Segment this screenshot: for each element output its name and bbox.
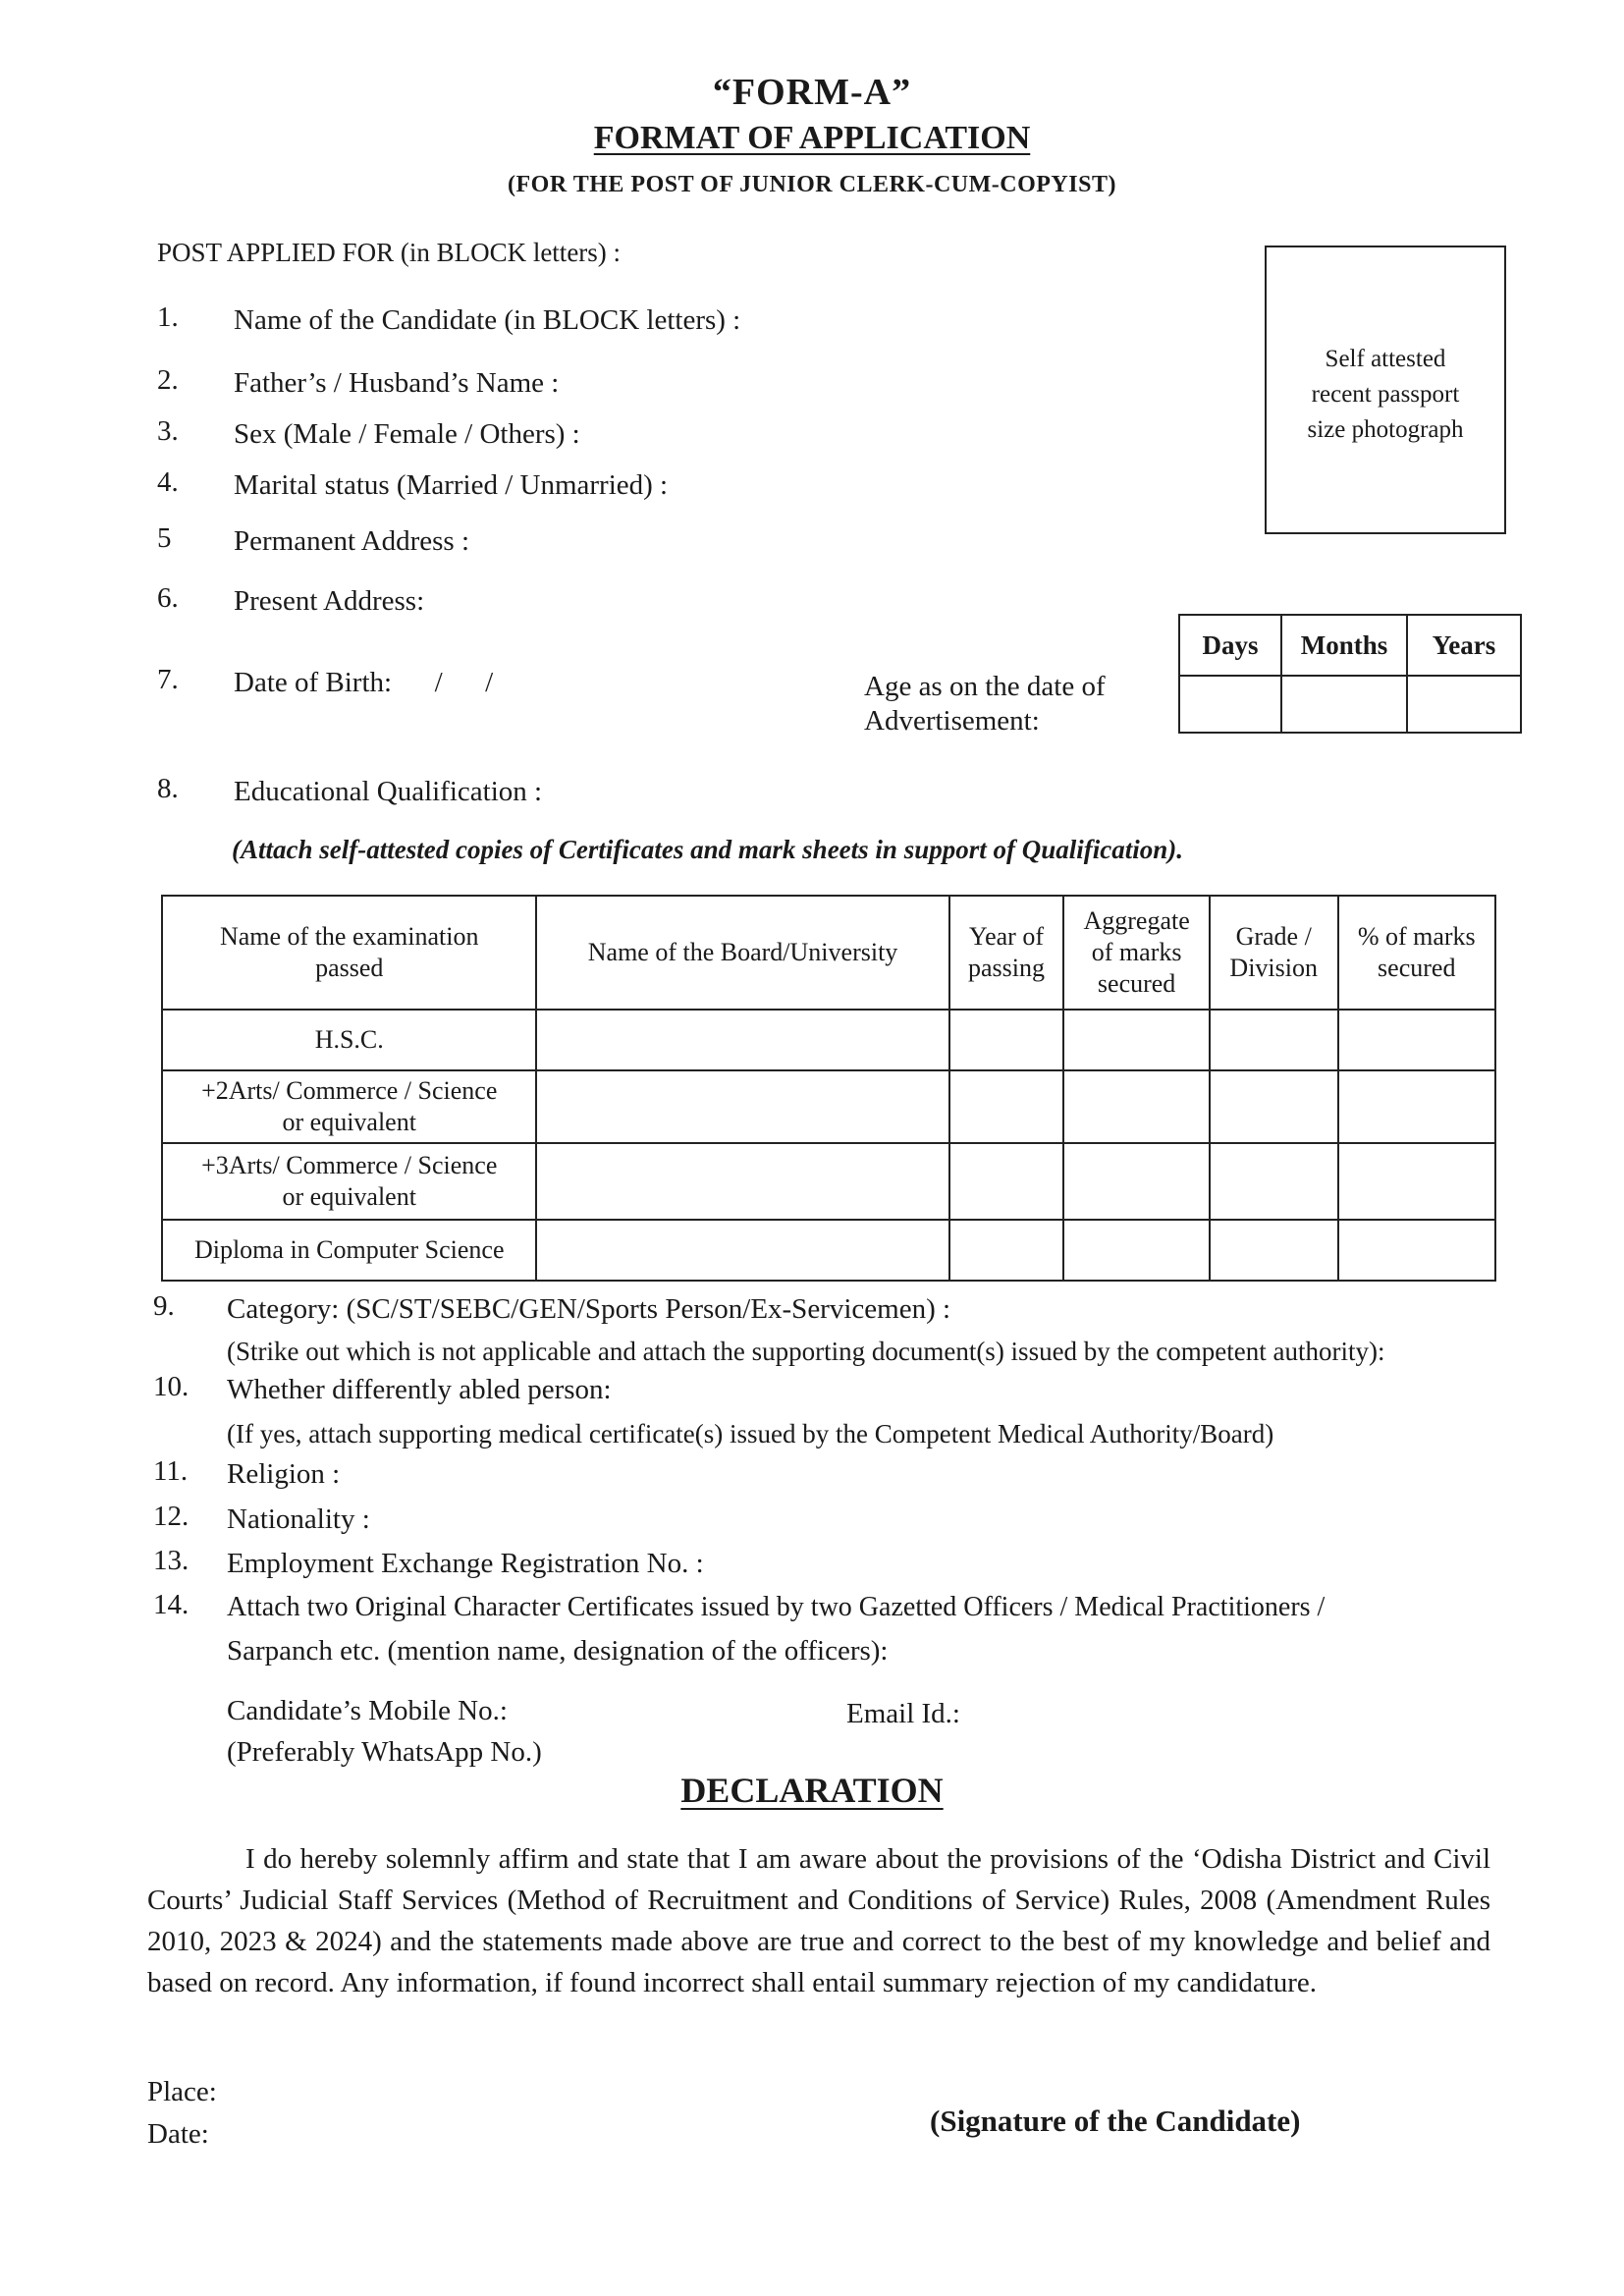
table-cell[interactable] xyxy=(536,1070,948,1143)
photo-box xyxy=(1265,246,1506,534)
table-row xyxy=(162,1143,1495,1220)
table-cell[interactable] xyxy=(1063,1070,1210,1143)
header-percent-marks: % of marks secured xyxy=(1338,896,1496,1010)
mobile-note: (Preferably WhatsApp No.) xyxy=(227,1736,542,1768)
field-candidate-name: Name of the Candidate (in BLOCK letters) : xyxy=(234,304,741,336)
photo-text-line1: Self attested xyxy=(1325,346,1446,372)
header-aggregate-marks: Aggregate of marks secured xyxy=(1063,896,1210,1010)
place-label: Place: xyxy=(147,2076,217,2107)
field-sex: Sex (Male / Female / Others) : xyxy=(234,418,580,450)
table-cell[interactable] xyxy=(536,1010,948,1070)
item-religion: Religion : xyxy=(227,1458,341,1490)
table-row xyxy=(162,1220,1495,1281)
header-grade-division: Grade / Division xyxy=(1210,896,1338,1010)
table-cell[interactable] xyxy=(1063,1010,1210,1070)
field-7-number: 7. xyxy=(157,664,179,695)
age-years-cell[interactable] xyxy=(1407,676,1521,733)
row-exam-name: +3Arts/ Commerce / Science or equivalent xyxy=(162,1143,536,1220)
email-label: Email Id.: xyxy=(846,1698,960,1729)
post-applied-for-label: POST APPLIED FOR (in BLOCK letters) : xyxy=(157,238,622,267)
table-row xyxy=(162,1070,1495,1143)
age-header-days: Days xyxy=(1179,615,1281,676)
table-cell[interactable] xyxy=(1338,1143,1496,1220)
table-cell[interactable] xyxy=(536,1143,948,1220)
item-12-number: 12. xyxy=(153,1501,189,1532)
table-cell[interactable] xyxy=(949,1070,1064,1143)
row-exam-name: Diploma in Computer Science xyxy=(162,1220,536,1281)
table-cell[interactable] xyxy=(1063,1143,1210,1220)
table-cell[interactable] xyxy=(536,1220,948,1281)
table-cell[interactable] xyxy=(1338,1010,1496,1070)
item-category-note: (Strike out which is not applicable and attach the supporting document(s) issued by the competent authority): xyxy=(227,1337,1385,1366)
photo-text-line3: size photograph xyxy=(1307,416,1464,443)
education-header-row xyxy=(162,896,1495,1010)
item-differently-abled: Whether differently abled person: xyxy=(227,1374,612,1405)
age-months-cell[interactable] xyxy=(1281,676,1407,733)
table-cell[interactable] xyxy=(1210,1220,1338,1281)
qualification-note: (Attach self-attested copies of Certificates and mark sheets in support of Qualification). xyxy=(232,835,1183,864)
field-marital-status: Marital status (Married / Unmarried) : xyxy=(234,469,669,501)
row-exam-name: +2Arts/ Commerce / Science or equivalent xyxy=(162,1070,536,1143)
field-8-number: 8. xyxy=(157,773,179,804)
age-label-line2: Advertisement: xyxy=(864,705,1040,737)
age-header-months: Months xyxy=(1281,615,1407,676)
table-cell[interactable] xyxy=(1210,1143,1338,1220)
format-title: FORMAT OF APPLICATION xyxy=(593,120,1031,156)
field-present-address: Present Address: xyxy=(234,585,425,617)
education-table xyxy=(161,895,1496,1282)
table-cell[interactable] xyxy=(949,1143,1064,1220)
header-board-university: Name of the Board/University xyxy=(536,896,948,1010)
item-13-number: 13. xyxy=(153,1545,189,1576)
signature-label: (Signature of the Candidate) xyxy=(930,2104,1301,2138)
declaration-title: DECLARATION xyxy=(680,1771,944,1810)
item-11-number: 11. xyxy=(153,1455,189,1487)
declaration-text: I do hereby solemnly affirm and state that I am aware about the provisions of the ‘Odisha District and Civil Courts’ Judicial Staff Services (Method of Recruitment and Conditions of Service) Rules, 2008 (Amendment Rules 2010, 2023 & 2024) and the statements made above are true and correct to the best of my knowledge and belief and based on record. Any information, if found incorrect shall entail summary rejection of my candidature. xyxy=(147,1843,1490,1998)
table-cell[interactable] xyxy=(949,1220,1064,1281)
age-header-years: Years xyxy=(1407,615,1521,676)
field-5-number: 5 xyxy=(157,522,172,554)
field-4-number: 4. xyxy=(157,466,179,498)
table-cell[interactable] xyxy=(949,1010,1064,1070)
field-father-husband-name: Father’s / Husband’s Name : xyxy=(234,367,560,399)
date-label: Date: xyxy=(147,2118,209,2150)
field-date-of-birth: Date of Birth: / / xyxy=(234,667,494,698)
item-character-certificates: Attach two Original Character Certificates issued by two Gazetted Officers / Medical Practitioners / xyxy=(227,1592,1326,1622)
field-3-number: 3. xyxy=(157,415,179,447)
item-nationality: Nationality : xyxy=(227,1503,370,1535)
header-exam-name: Name of the examination passed xyxy=(162,896,536,1010)
table-cell[interactable] xyxy=(1338,1220,1496,1281)
table-row xyxy=(162,1010,1495,1070)
table-cell[interactable] xyxy=(1063,1220,1210,1281)
field-1-number: 1. xyxy=(157,301,179,333)
field-2-number: 2. xyxy=(157,364,179,396)
field-educational-qualification: Educational Qualification : xyxy=(234,776,543,807)
item-9-number: 9. xyxy=(153,1290,175,1322)
item-category: Category: (SC/ST/SEBC/GEN/Sports Person/Ex-Servicemen) : xyxy=(227,1293,951,1325)
header-year-of-passing: Year of passing xyxy=(949,896,1064,1010)
table-cell[interactable] xyxy=(1210,1010,1338,1070)
age-days-cell[interactable] xyxy=(1179,676,1281,733)
mobile-label: Candidate’s Mobile No.: xyxy=(227,1695,508,1726)
item-character-certificates-cont: Sarpanch etc. (mention name, designation of the officers): xyxy=(227,1635,889,1667)
field-6-number: 6. xyxy=(157,582,179,614)
age-label-line1: Age as on the date of xyxy=(864,671,1106,702)
table-cell[interactable] xyxy=(1210,1070,1338,1143)
table-cell[interactable] xyxy=(1338,1070,1496,1143)
photo-text-line2: recent passport xyxy=(1311,381,1460,408)
item-differently-abled-note: (If yes, attach supporting medical certificate(s) issued by the Competent Medical Authority/Board) xyxy=(227,1419,1274,1449)
item-14-number: 14. xyxy=(153,1589,189,1620)
form-title: “FORM-A” xyxy=(712,72,912,113)
field-permanent-address: Permanent Address : xyxy=(234,525,470,557)
item-employment-exchange: Employment Exchange Registration No. : xyxy=(227,1548,704,1579)
post-title: (FOR THE POST OF JUNIOR CLERK-CUM-COPYIST) xyxy=(508,172,1116,197)
row-exam-name: H.S.C. xyxy=(162,1010,536,1070)
age-table xyxy=(1178,614,1522,734)
item-10-number: 10. xyxy=(153,1371,189,1402)
